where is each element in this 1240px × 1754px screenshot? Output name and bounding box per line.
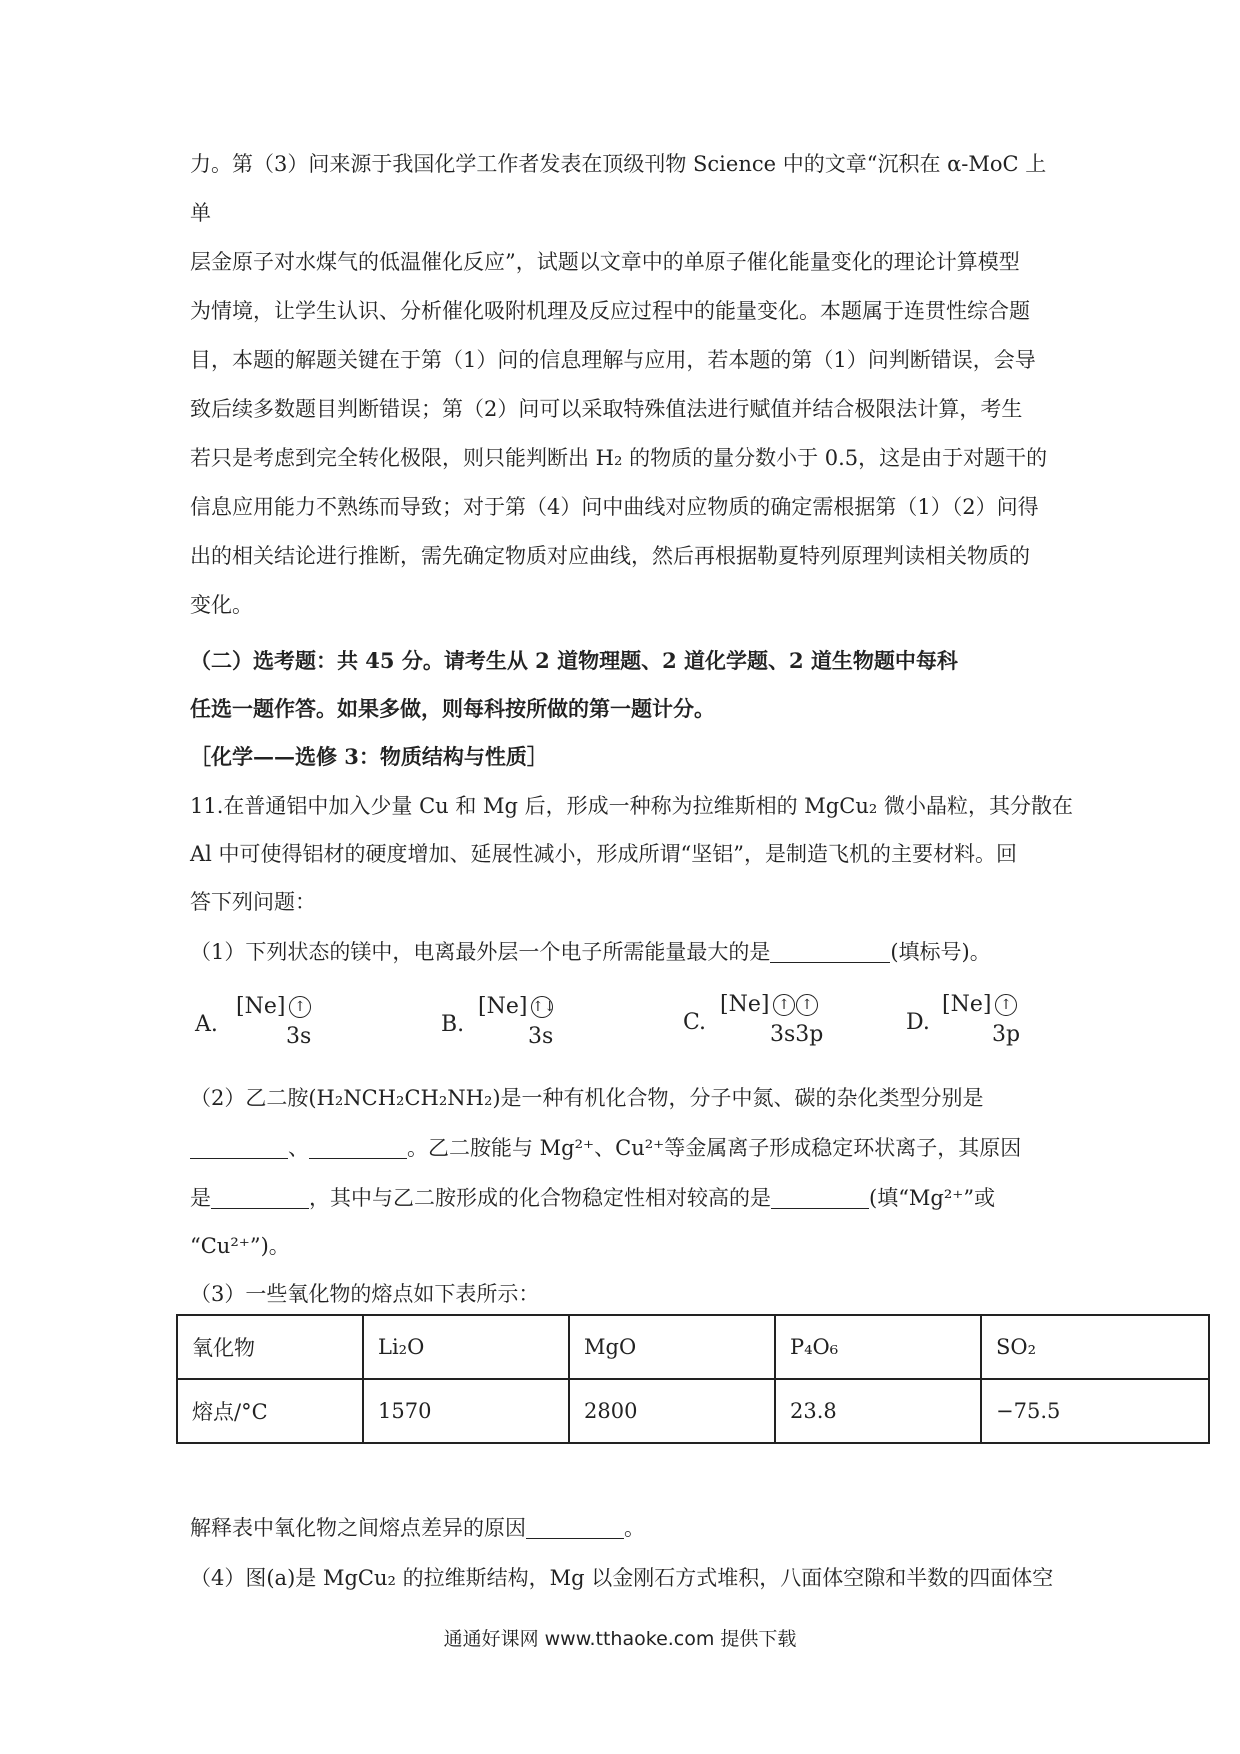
- option-c-shell: 3s3p: [770, 1022, 824, 1047]
- option-a-orbital: [288, 994, 311, 1019]
- q11-part2-is: 是: [190, 1186, 211, 1210]
- page-footer: 通通好课网 www.tthaoke.com 提供下载: [443, 1628, 797, 1650]
- q11-part2-text: 。乙二胺能与 Mg²⁺、Cu²⁺等金属离子形成稳定环状离子，其原因: [407, 1136, 1022, 1160]
- q11-line3: 答下列问题：: [190, 890, 316, 914]
- intro-line: 变化。: [190, 593, 253, 617]
- table-cell: 23.8: [775, 1379, 981, 1443]
- option-b-label: B.: [441, 1012, 465, 1037]
- q11-part2-line3: [190, 1182, 1070, 1212]
- orbital-box-icon: ↑: [796, 994, 818, 1016]
- intro-line: 目，本题的解题关键在于第（1）问的信息理解与应用，若本题的第（1）问判断错误，会导: [190, 348, 1036, 372]
- answer-blank[interactable]: [309, 1135, 407, 1159]
- q11-part1: [190, 936, 1070, 966]
- option-a-shell: 3s: [286, 1024, 312, 1049]
- q11-line2: Al 中可使得铝材的硬度增加、延展性减小，形成所谓“坚铝”，是制造飞机的主要材料。回: [190, 842, 1018, 866]
- q11-part1-suffix: (填标号)。: [890, 940, 991, 964]
- answer-blank[interactable]: [190, 1135, 288, 1159]
- table-row: [177, 1379, 1209, 1443]
- section-heading-line1: （二）选考题：共 45 分。请考生从 2 道物理题、2 道化学题、2 道生物题中每科: [190, 648, 958, 673]
- option-c-label: C.: [683, 1010, 707, 1035]
- section-heading-line2: 任选一题作答。如果多做，则每科按所做的第一题计分。: [190, 696, 715, 721]
- intro-line: 为情境，让学生认识、分析催化吸附机理及反应过程中的能量变化。本题属于连贯性综合题: [190, 299, 1030, 323]
- table-cell: Li₂O: [363, 1315, 569, 1379]
- answer-blank[interactable]: [770, 939, 890, 963]
- q11-part3-intro: （3）一些氧化物的熔点如下表所示：: [190, 1282, 540, 1306]
- table-cell: 2800: [569, 1379, 775, 1443]
- q11-part2-line2: [190, 1132, 1070, 1162]
- table-cell: 熔点/°C: [177, 1379, 363, 1443]
- orbital-box-icon: ↑: [289, 996, 311, 1018]
- orbital-box-icon: ↑: [995, 994, 1017, 1016]
- q11-part2-line1: （2）乙二胺(H₂NCH₂CH₂NH₂)是一种有机化合物，分子中氮、碳的杂化类型分别是: [190, 1086, 984, 1110]
- option-b-shell: 3s: [528, 1024, 554, 1049]
- table-cell: 1570: [363, 1379, 569, 1443]
- option-b-orbital: [530, 994, 556, 1019]
- option-a-core: [Ne]: [236, 994, 286, 1019]
- subject-heading: ［化学——选修 3：物质结构与性质］: [190, 744, 548, 769]
- q11-part3-explain-text: 解释表中氧化物之间熔点差异的原因: [190, 1516, 526, 1540]
- intro-line: 若只是考虑到完全转化极限，则只能判断出 H₂ 的物质的量分数小于 0.5，这是由于对题干的: [190, 446, 1048, 470]
- table-row: [177, 1315, 1209, 1379]
- table-cell: −75.5: [981, 1379, 1209, 1443]
- melting-point-table: [176, 1314, 1210, 1444]
- option-d-orbital: [994, 992, 1017, 1017]
- q11-part4: （4）图(a)是 MgCu₂ 的拉维斯结构，Mg 以金刚石方式堆积，八面体空隙和半数的四面体空: [190, 1566, 1054, 1590]
- option-c-core: [Ne]: [720, 992, 770, 1017]
- table-cell: SO₂: [981, 1315, 1209, 1379]
- intro-line: 信息应用能力不熟练而导致；对于第（4）问中曲线对应物质的确定需根据第（1）（2）问得: [190, 495, 1039, 519]
- intro-paragraph: [190, 140, 1060, 630]
- option-b-core: [Ne]: [478, 994, 528, 1019]
- q11-part3-explain: [190, 1512, 1070, 1542]
- intro-line: 层金原子对水煤气的低温催化反应”，试题以文章中的单原子催化能量变化的理论计算模型: [190, 250, 1020, 274]
- q11-part2-line4: “Cu²⁺”)。: [190, 1234, 290, 1258]
- orbital-box-icon: ↑↓: [531, 996, 553, 1018]
- answer-blank[interactable]: [526, 1515, 624, 1539]
- option-d-core: [Ne]: [942, 992, 992, 1017]
- intro-line: 致后续多数题目判断错误；第（2）问可以采取特殊值法进行赋值并结合极限法计算，考生: [190, 397, 1023, 421]
- table-cell: P₄O₆: [775, 1315, 981, 1379]
- q11-part2-fill-hint: (填“Mg²⁺”或: [869, 1186, 996, 1210]
- q11-part2-mid: ，其中与乙二胺形成的化合物稳定性相对较高的是: [309, 1186, 771, 1210]
- answer-blank[interactable]: [771, 1185, 869, 1209]
- option-d-label: D.: [906, 1010, 930, 1035]
- option-d-shell: 3p: [992, 1022, 1021, 1047]
- orbital-box-icon: ↑: [773, 994, 795, 1016]
- table-cell: MgO: [569, 1315, 775, 1379]
- separator: 、: [288, 1136, 309, 1160]
- table-cell: 氧化物: [177, 1315, 363, 1379]
- answer-blank[interactable]: [211, 1185, 309, 1209]
- intro-line: 出的相关结论进行推断，需先确定物质对应曲线，然后再根据勒夏特列原理判读相关物质的: [190, 544, 1030, 568]
- option-c-orbitals: [772, 992, 818, 1017]
- q11-part3-explain-end: 。: [624, 1516, 645, 1540]
- option-a-label: A.: [195, 1012, 218, 1037]
- q11-part1-text: （1）下列状态的镁中，电离最外层一个电子所需能量最大的是: [190, 940, 771, 964]
- q11-line1: 11.在普通铝中加入少量 Cu 和 Mg 后，形成一种称为拉维斯相的 MgCu₂ 微小晶粒，其分散在: [190, 794, 1073, 818]
- intro-line: 力。第（3）问来源于我国化学工作者发表在顶级刊物 Science 中的文章“沉积在 α-MoC 上单: [190, 152, 1047, 225]
